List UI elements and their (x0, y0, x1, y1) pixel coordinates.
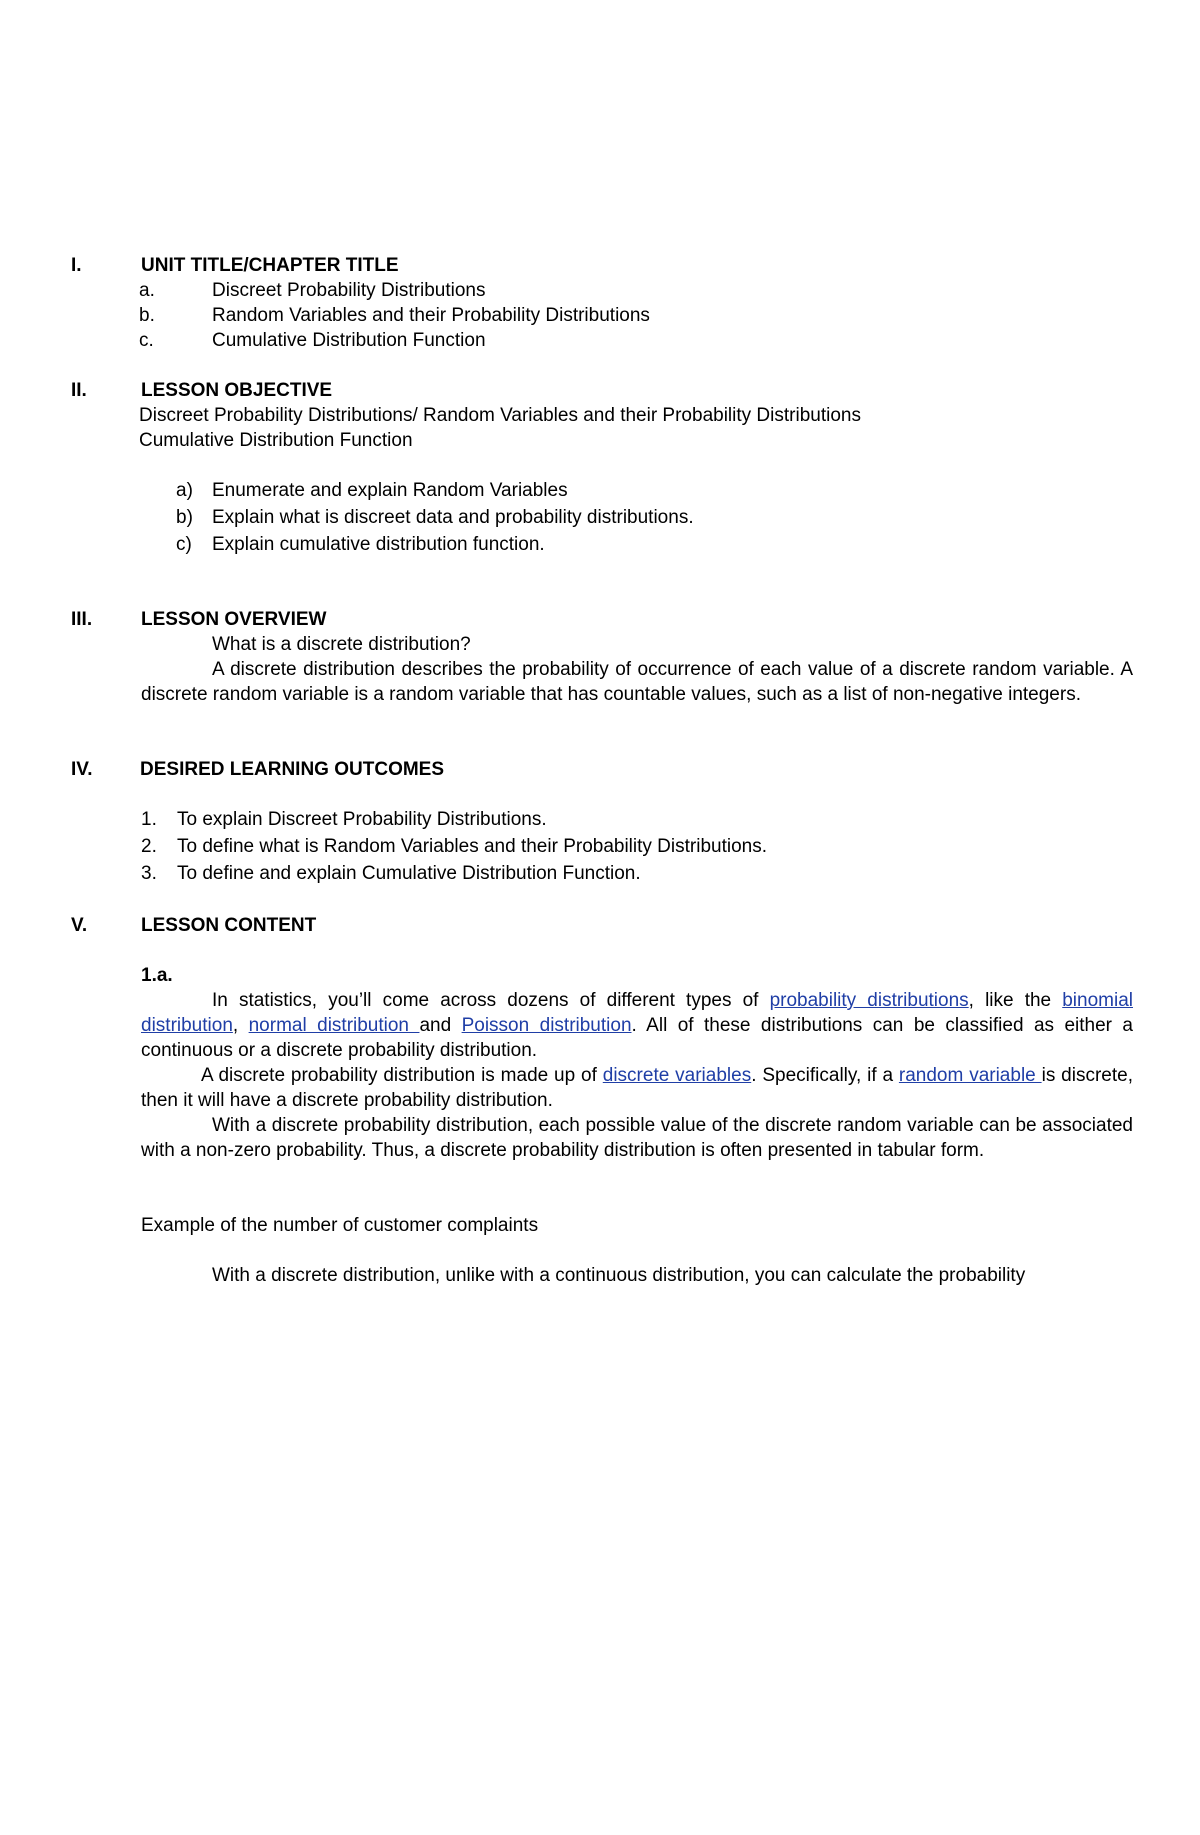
objective-line-2: Cumulative Distribution Function (139, 430, 413, 451)
paragraph-text: . All of these distributions can be classified as either a continuous or a discrete probability distribution. (141, 1015, 1133, 1061)
section-title: LESSON CONTENT (141, 915, 317, 936)
paragraph-text: A discrete probability distribution is made up of (201, 1065, 603, 1086)
paragraph-text: A discrete distribution describes the probability of occurrence of each value of a discrete random variable. A discrete random variable is a random variable that has countable values, such as a list of non-negative integers. (141, 659, 1133, 705)
content-paragraph-3 (141, 1113, 1133, 1163)
list-text: To define and explain Cumulative Distribution Function. (177, 863, 641, 884)
paragraph-text: . Specifically, if a (751, 1065, 899, 1086)
list-text: Discreet Probability Distributions (212, 280, 486, 301)
list-label: 3. (141, 863, 157, 884)
list-label: a) (176, 480, 193, 501)
link-poisson-distribution[interactable]: Poisson distribution (461, 1015, 632, 1036)
content-subheading: 1.a. (141, 965, 173, 986)
overview-paragraph (141, 657, 1133, 707)
list-text: To define what is Random Variables and their Probability Distributions. (177, 836, 768, 857)
list-text: Enumerate and explain Random Variables (212, 480, 568, 501)
section-number: I. (71, 255, 82, 276)
example-caption: Example of the number of customer complaints (141, 1215, 539, 1236)
paragraph-text: is discrete, then it will have a discrete probability distribution. (141, 1065, 1133, 1111)
list-label: c) (176, 534, 192, 555)
list-label: 2. (141, 836, 157, 857)
list-text: Explain cumulative distribution function. (212, 534, 545, 555)
paragraph-text: With a discrete probability distribution, each possible value of the discrete random variable can be associated with a non-zero probability. Thus, a discrete probability distribution is often presented in tabular form. (141, 1115, 1133, 1161)
list-text: Explain what is discreet data and probability distributions. (212, 507, 694, 528)
link-normal-distribution[interactable]: normal distribution (248, 1015, 420, 1036)
list-label: b) (176, 507, 193, 528)
paragraph-text: , (232, 1015, 249, 1036)
section-number: II. (71, 380, 87, 401)
paragraph-text: With a discrete distribution, unlike with a continuous distribution, you can calculate the probability (212, 1265, 1026, 1286)
section-number: IV. (71, 759, 93, 780)
list-label: b. (139, 305, 155, 326)
section-number: III. (71, 609, 93, 630)
link-probability-distributions[interactable]: probability distributions (769, 990, 969, 1011)
list-label: 1. (141, 809, 157, 830)
section-number: V. (71, 915, 88, 936)
section-title: DESIRED LEARNING OUTCOMES (140, 759, 445, 780)
link-binomial-distribution[interactable]: binomial distribution (141, 990, 1133, 1036)
list-label: c. (139, 330, 154, 351)
paragraph-text: and (419, 1015, 462, 1036)
list-label: a. (139, 280, 155, 301)
section-title: LESSON OBJECTIVE (141, 380, 333, 401)
paragraph-text: In statistics, you’ll come across dozens of different types of (212, 990, 770, 1011)
list-text: Cumulative Distribution Function (212, 330, 486, 351)
overview-question: What is a discrete distribution? (212, 634, 471, 655)
section-title: UNIT TITLE/CHAPTER TITLE (141, 255, 399, 276)
link-random-variable[interactable]: random variable (898, 1065, 1042, 1086)
section-title: LESSON OVERVIEW (141, 609, 327, 630)
paragraph-text: , like the (968, 990, 1063, 1011)
list-text: To explain Discreet Probability Distributions. (177, 809, 547, 830)
content-paragraph-2 (141, 1063, 1133, 1113)
list-text: Random Variables and their Probability Distributions (212, 305, 650, 326)
objective-line-1: Discreet Probability Distributions/ Random Variables and their Probability Distributions (139, 405, 861, 426)
link-discrete-variables[interactable]: discrete variables (602, 1065, 752, 1086)
content-paragraph-4 (141, 1263, 1133, 1288)
content-paragraph-1 (141, 988, 1133, 1063)
